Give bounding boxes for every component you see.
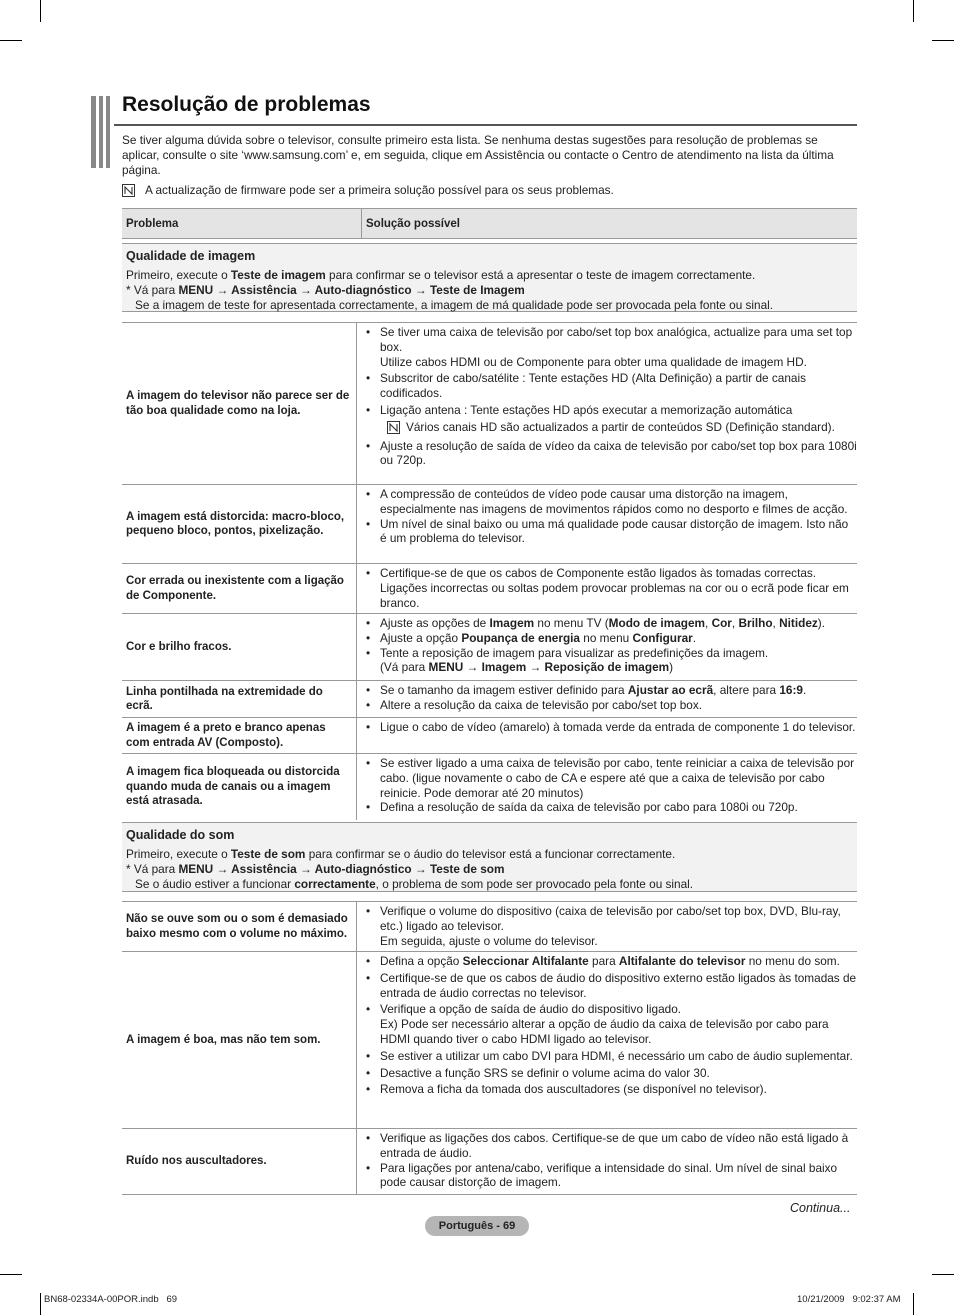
table-row [122, 614, 857, 681]
solution-cell [357, 754, 857, 820]
sound-quality-rows [122, 901, 857, 1195]
problem-cell: Ruído nos auscultadores. [122, 1129, 357, 1194]
crop-mark [0, 1274, 22, 1275]
list-item: • Se estiver ligado a uma caixa de televisão por cabo, tente reiniciar a caixa de televisão por cabo. (ligue novamente o cabo de CA e espere até que a caixa de televisão por cabo reinicie. Pode demorar até 20 minutos) [361, 756, 857, 800]
list-item: • Certifique-se de que os cabos de Componente estão ligados às tomadas correctas. Ligações incorrectas ou soltas podem provocar problemas na cor ou o ecrã pode ficar em branco. [361, 566, 857, 610]
list-item: • Ajuste a opção Poupança de energia no menu Configurar. [361, 631, 857, 646]
solution-cell [357, 718, 857, 753]
table-row [122, 754, 857, 820]
list-item: • Altere a resolução da caixa de televisão por cabo/set top box. [361, 698, 857, 713]
crop-mark [0, 40, 22, 41]
crop-mark [932, 40, 954, 41]
solution-cell [357, 485, 857, 563]
list-item: • A compressão de conteúdos de vídeo pode causar uma distorção na imagem, especialmente nas imagens de movimentos rápidos como no desporto e filmes de acção. [361, 487, 857, 517]
note-icon [122, 184, 135, 197]
problem-cell: A imagem é boa, mas não tem som. [122, 952, 357, 1128]
solution-cell [357, 1129, 857, 1194]
table-row [122, 564, 857, 614]
header-problem: Problema [122, 209, 362, 238]
table-row [122, 323, 857, 485]
list-item: • Um nível de sinal baixo ou uma má qualidade pode causar distorção de imagem. Isto não é um problema do televisor. [361, 517, 857, 547]
solution-cell [357, 564, 857, 613]
list-item: • Remova a ficha da tomada dos auscultadores (se disponível no televisor). [361, 1082, 857, 1097]
section-title: Qualidade de imagem [126, 249, 256, 263]
section-line: Primeiro, execute o Teste de imagem para confirmar se o televisor está a apresentar o teste de imagem correctamente. [126, 268, 756, 282]
problem-cell: Cor errada ou inexistente com a ligação de Componente. [122, 564, 357, 613]
list-item: • Verifique as ligações dos cabos. Certifique-se de que um cabo de vídeo não está ligado à entrada de áudio. [361, 1131, 857, 1161]
note-icon [387, 421, 400, 434]
section-line: Primeiro, execute o Teste de som para confirmar se o áudio do televisor está a funcionar correctamente. [126, 847, 676, 861]
header-solution: Solução possível [366, 217, 460, 230]
solution-cell [357, 614, 857, 680]
page-number-badge: Português - 69 [425, 1216, 529, 1236]
solution-cell [357, 952, 857, 1128]
problem-cell: A imagem do televisor não parece ser de tão boa qualidade como na loja. [122, 323, 357, 484]
list-item: • Defina a opção Seleccionar Altifalante para Altifalante do televisor no menu do som. [361, 954, 857, 969]
continua-label: Continua... [790, 1201, 851, 1215]
problem-cell: Não se ouve som ou o som é demasiado baixo mesmo com o volume no máximo. [122, 902, 357, 951]
solution-cell [357, 681, 857, 717]
list-item: • Tente a reposição de imagem para visualizar as predefinições da imagem. (Vá para MENU → Imagem → Reposição de imagem) [361, 646, 857, 676]
problem-cell: A imagem está distorcida: macro-bloco, pequeno bloco, pontos, pixelização. [122, 485, 357, 563]
list-item: • Se estiver a utilizar um cabo DVI para HDMI, é necessário um cabo de áudio suplementar. [361, 1049, 857, 1064]
section-title: Qualidade do som [126, 828, 235, 842]
list-item: • Subscritor de cabo/satélite : Tente estações HD (Alta Definição) a partir de canais codificados. [361, 371, 857, 401]
list-item: • Para ligações por antena/cabo, verifique a intensidade do sinal. Um nível de sinal baixo pode causar distorção de imagem. [361, 1161, 857, 1191]
table-row [122, 681, 857, 718]
problem-cell: Linha pontilhada na extremidade do ecrã. [122, 681, 357, 717]
firmware-note-text: A actualização de firmware pode ser a primeira solução possível para os seus problemas. [145, 183, 614, 197]
table-row [122, 952, 857, 1129]
list-item: • Ajuste a resolução de saída de vídeo da caixa de televisão por cabo/set top box para 1080i ou 720p. [361, 439, 857, 469]
table-row [122, 902, 857, 952]
page-title: Resolução de problemas [122, 93, 371, 116]
section-line: * Vá para MENU → Assistência → Auto-diagnóstico → Teste de Imagem [126, 283, 525, 297]
crop-mark [40, 1293, 41, 1315]
solution-cell [357, 902, 857, 951]
list-item: • Se o tamanho da imagem estiver definido para Ajustar ao ecrã, altere para 16:9. [361, 683, 857, 698]
list-item: • Ligação antena : Tente estações HD após executar a memorização automática [361, 403, 857, 418]
title-rule [114, 124, 857, 126]
firmware-note [122, 183, 614, 197]
sub-note: Vários canais HD são actualizados a partir de conteúdos SD (Definição standard). [361, 420, 857, 435]
list-item: • Se tiver uma caixa de televisão por cabo/set top box analógica, actualize para uma set top box. Utilize cabos HDMI ou de Componente para obter uma qualidade de imagem HD. [361, 325, 857, 369]
crop-mark [913, 1293, 914, 1315]
list-item: • Ajuste as opções de Imagem no menu TV (Modo de imagem, Cor, Brilho, Nitidez). [361, 616, 857, 631]
list-item: • Certifique-se de que os cabos de áudio do dispositivo externo estão ligados às tomadas de entrada de áudio correctas no televisor. [361, 971, 857, 1001]
table-row [122, 1129, 857, 1195]
table-row [122, 718, 857, 754]
table-header [122, 208, 857, 239]
crop-mark [40, 0, 41, 22]
sound-quality-section [122, 822, 857, 892]
intro-text: Se tiver alguma dúvida sobre o televisor, consulte primeiro esta lista. Se nenhuma destas sugestões para resolução de problemas se aplicar, consulte o site ‘www.samsung.com’ e, em seguida, clique em Assistência ou contacte o Centro de atendimento na lista da última página. [122, 133, 834, 177]
section-line: Se a imagem de teste for apresentada correctamente, a imagem de má qualidade pode ser provocada pela fonte ou sinal. [135, 298, 774, 312]
problem-cell: A imagem é a preto e branco apenas com entrada AV (Composto). [122, 718, 357, 753]
table-row [122, 485, 857, 564]
footer-file: BN68-02334A-00POR.indb 69 [44, 1294, 178, 1305]
solution-cell [357, 323, 857, 484]
picture-quality-rows [122, 322, 857, 820]
picture-quality-section [122, 243, 857, 312]
list-item: • Verifique o volume do dispositivo (caixa de televisão por cabo/set top box, DVD, Blu-ray, etc.) ligado ao televisor. Em seguida, ajuste o volume do televisor. [361, 904, 857, 948]
section-line: Se o áudio estiver a funcionar correctamente, o problema de som pode ser provocado pela fonte ou sinal. [135, 877, 694, 891]
problem-cell: Cor e brilho fracos. [122, 614, 357, 680]
list-item: • Verifique a opção de saída de áudio do dispositivo ligado. Ex) Pode ser necessário alterar a opção de áudio da caixa de televisão por cabo para HDMI quando tiver o cabo HDMI ligado ao televisor. [361, 1002, 857, 1046]
section-line: * Vá para MENU → Assistência → Auto-diagnóstico → Teste de som [126, 862, 505, 876]
footer-date: 10/21/2009 9:02:37 AM [797, 1294, 901, 1305]
crop-mark [913, 0, 914, 22]
problem-cell: A imagem fica bloqueada ou distorcida quando muda de canais ou a imagem está atrasada. [122, 754, 357, 820]
list-item: • Ligue o cabo de vídeo (amarelo) à tomada verde da entrada de componente 1 do televisor. [361, 720, 857, 735]
list-item: • Defina a resolução de saída da caixa de televisão por cabo para 1080i ou 720p. [361, 800, 857, 815]
crop-mark [932, 1274, 954, 1275]
list-item: • Desactive a função SRS se definir o volume acima do valor 30. [361, 1066, 857, 1081]
